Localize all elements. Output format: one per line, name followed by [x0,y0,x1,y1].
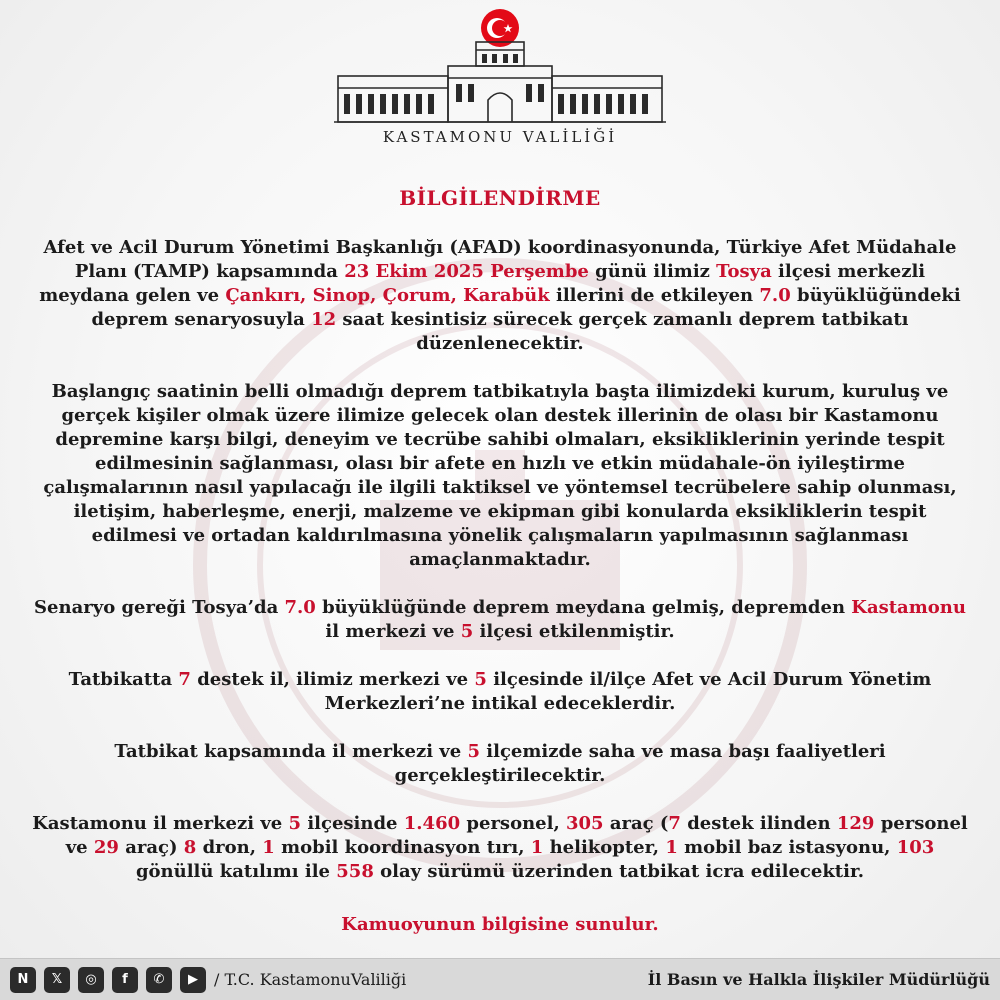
body-text: büyüklüğündeki deprem senaryosuyla [91,285,961,330]
paragraph [30,740,970,788]
body-text: günü ilimiz [588,261,717,282]
governorate-building-logo [330,36,670,128]
highlight-text: 1 [665,837,678,858]
body-text: gönüllü katılımı ile [135,861,337,882]
body-text: ilçesinde il/ilçe Afet ve Acil Durum Yönetim Merkezleri’ne intikal edeceklerdir. [324,669,932,714]
paragraph [30,380,970,572]
body-text: Tatbikat kapsamında il merkezi ve [114,741,468,762]
body-text: olay sürümü üzerinden tatbikat icra edilecektir. [373,861,865,882]
body-text: araç ( [603,813,669,834]
highlight-text: 1 [530,837,544,858]
body-text: Afet ve Acil Durum Yönetimi Başkanlığı (AFAD) koordinasyonunda, Türkiye Afet Müdahale Planı (TAMP) kapsamında [43,237,957,282]
paragraph [30,812,970,884]
highlight-text: 7 [668,813,681,834]
body-text: ilçemizde saha ve masa başı faaliyetleri gerçekleştirilecektir. [394,741,886,786]
social-icons [10,967,206,993]
body-text: destek ilinden [680,813,837,834]
highlight-text: 12 [311,309,337,330]
highlight-text: Tosya [716,261,772,282]
body-text: destek il, ilimiz merkezi ve [190,669,475,690]
announcement-body [30,236,970,908]
org-name: KASTAMONU VALİLİĞİ [382,128,618,146]
highlight-text: Çankırı, Sinop, Çorum, Karabük [225,285,550,306]
highlight-text: 5 [474,669,487,690]
paragraph [30,236,970,356]
closing-line: Kamuoyunun bilgisine sunulur. [341,914,659,935]
body-text: büyüklüğünde deprem meydana gelmiş, depremden [315,597,852,618]
facebook-icon[interactable]: f [112,967,138,993]
highlight-text: 1.460 [403,813,461,834]
highlight-text: 7.0 [759,285,791,306]
body-text: personel, [460,813,566,834]
page-title: BİLGİLENDİRME [399,186,601,210]
body-text: araç) [118,837,184,858]
highlight-text: 305 [565,813,604,834]
highlight-text: 5 [288,813,302,834]
body-text: helikopter, [543,837,666,858]
paragraph [30,668,970,716]
highlight-text: 5 [467,741,481,762]
body-text: personel ve [65,813,968,858]
x-icon[interactable]: 𝕏 [44,967,70,993]
body-text: il merkezi ve [325,621,461,642]
highlight-text: 1 [262,837,275,858]
nsosyal-icon[interactable]: N [10,967,36,993]
body-text: ilçesi merkezli meydana gelen ve [39,261,926,306]
highlight-text: 7 [178,669,191,690]
youtube-icon[interactable]: ▶ [180,967,206,993]
highlight-text: 103 [896,837,935,858]
body-text: Tatbikatta [68,669,179,690]
highlight-text: 7.0 [284,597,316,618]
whatsapp-icon[interactable]: ✆ [146,967,172,993]
body-text: mobil koordinasyon tırı, [274,837,531,858]
body-text: ilçesi etkilenmiştir. [473,621,675,642]
highlight-text: 129 [836,813,875,834]
highlight-text: 23 Ekim 2025 Perşembe [344,261,589,282]
body-text: Başlangıç saatinin belli olmadığı deprem tatbikatıyla başta ilimizdeki kurum, kuruluş ve gerçek kişiler olmak üzere ilimize gelecek olan destek illerinin de olası bir Kastamonu depremine karşı bilgi, deneyim ve tecrübe sahibi olmaları, eksikliklerinin yerinde tespit edilmesinin sağlanması, olası bir afete en hızlı ve etkin müdahale-ön iyileştirme çalışmalarının nasıl yapılacağı ile ilgili taktiksel ve yöntemsel tecrübelere sahip olunması, iletişim, haberleşme, enerji, malzeme ve ekipman gibi konularda eksikliklerin tespit edilmesi ve ortadan kaldırılmasına yönelik çalışmaların yapılmasının sağlanması amaçlanmaktadır. [43,381,957,570]
body-text: mobil baz istasyonu, [677,837,897,858]
highlight-text: 8 [183,837,197,858]
department-name: İl Basın ve Halkla İlişkiler Müdürlüğü [647,970,990,989]
instagram-icon[interactable]: ◎ [78,967,104,993]
body-text: Kastamonu il merkezi ve [32,813,289,834]
body-text: illerini de etkileyen [549,285,760,306]
highlight-text: 5 [460,621,474,642]
highlight-text: Kastamonu [851,597,966,618]
social-handle: / T.C. KastamonuValiliği [214,970,407,989]
footer-bar [0,958,1000,1000]
body-text: dron, [196,837,263,858]
body-text: ilçesinde [301,813,404,834]
body-text: saat kesintisiz sürecek gerçek zamanlı deprem tatbikatı düzenlenecektir. [336,309,909,354]
highlight-text: 558 [336,861,374,882]
highlight-text: 29 [93,837,119,858]
body-text: Senaryo gereği Tosya’da [34,597,285,618]
paragraph [30,596,970,644]
